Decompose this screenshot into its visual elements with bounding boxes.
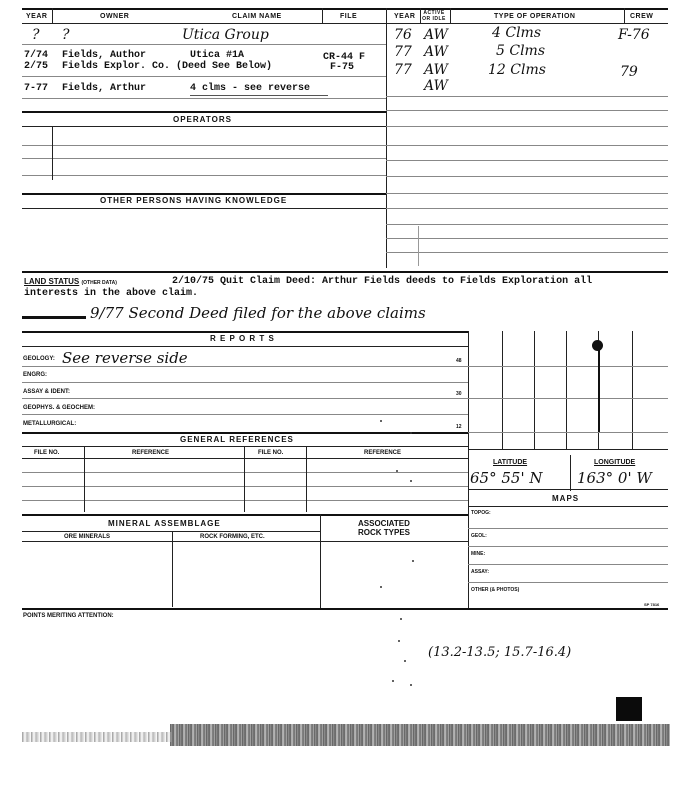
- op-row-2-year: 77: [394, 62, 412, 78]
- header-owner: OWNER: [100, 13, 130, 20]
- owner-row-3-year: 7-77: [24, 83, 49, 94]
- scan-noise-band-left: [22, 732, 172, 742]
- owner-row-0-claim: Utica Group: [182, 27, 269, 43]
- owner-row-0-owner: ?: [62, 27, 70, 43]
- owner-row-0-year: ?: [32, 27, 40, 43]
- land-status-label: [24, 277, 117, 286]
- owner-row-1-file: CR-44 F: [323, 52, 366, 63]
- op-row-0-status: AW: [424, 27, 448, 43]
- owner-row-2-owner: Fields Explor. Co. (Deed See Below): [62, 61, 273, 72]
- op-row-1-year: 77: [394, 44, 412, 60]
- engrg-label: ENGRG:: [23, 372, 47, 378]
- assay-label: ASSAY & IDENT:: [23, 389, 71, 395]
- op-row-2-status: AW: [424, 62, 448, 78]
- black-square-mark: [616, 697, 642, 721]
- owner-row-1-claim: Utica #1A: [190, 50, 245, 61]
- metallurgical-label: METALLURGICAL:: [23, 421, 77, 427]
- geol-label: GEOL:: [471, 533, 487, 539]
- associated-label: ASSOCIATED: [358, 519, 410, 528]
- owner-row-3-claim: 4 clms - see reverse: [190, 83, 311, 94]
- other-photos-label: OTHER (& PHOTOS): [471, 587, 520, 593]
- ref-file-no: FILE NO.: [34, 450, 60, 456]
- op-row-0-type: 4 Clms: [492, 25, 542, 41]
- points-label: POINTS MERITING ATTENTION:: [23, 613, 114, 619]
- op-row-0-crew: F-76: [618, 27, 650, 43]
- ref-reference: REFERENCE: [132, 450, 170, 456]
- maps-label: MAPS: [552, 494, 580, 503]
- op-row-2-type: 12 Clms: [488, 62, 546, 78]
- owner-row-1-year: 7/74: [24, 50, 49, 61]
- num-12: 12: [456, 424, 462, 430]
- rock-types-label: ROCK TYPES: [358, 528, 411, 537]
- num-48: 48: [456, 358, 462, 364]
- mine-label: MINE:: [471, 551, 486, 557]
- ref-reference-2: REFERENCE: [364, 450, 402, 456]
- header-crew: CREW: [630, 13, 654, 20]
- land-status-sublabel: (OTHER DATA): [81, 280, 117, 286]
- assay-map-label: ASSAY:: [471, 569, 490, 575]
- op-row-1-type: 5 Clms: [496, 43, 546, 59]
- reports-title: R E P O R T S: [210, 334, 275, 343]
- points-handwritten: (13.2-13.5; 15.7-16.4): [428, 645, 572, 660]
- header-type-of-operation: TYPE OF OPERATION: [494, 13, 576, 20]
- owner-row-2-year: 2/75: [24, 61, 49, 72]
- latitude-label: LATITUDE: [493, 459, 528, 466]
- topog-label: TOPOG:: [471, 510, 491, 516]
- land-status-line1: 2/10/75 Quit Claim Deed: Arthur Fields deeds to Fields Exploration all: [172, 276, 593, 287]
- form-number: SP 7816: [644, 602, 660, 607]
- general-references-title: GENERAL REFERENCES: [180, 435, 294, 444]
- header-year: YEAR: [26, 13, 48, 20]
- header-year-2: YEAR: [394, 13, 416, 20]
- land-status-word: LAND STATUS: [24, 277, 80, 286]
- mineral-assemblage-title: MINERAL ASSEMBLAGE: [108, 519, 221, 528]
- header-claim-name: CLAIM NAME: [232, 13, 282, 20]
- owner-row-2-file: F-75: [330, 62, 355, 73]
- operators-title: OPERATORS: [173, 115, 232, 124]
- longitude-value: 163° 0' W: [577, 469, 652, 487]
- longitude-label: LONGITUDE: [594, 459, 636, 466]
- geology-label: GEOLOGY:: [23, 356, 55, 362]
- owner-row-1-owner: Fields, Author: [62, 50, 147, 61]
- ref-file-no-2: FILE NO.: [258, 450, 284, 456]
- latitude-value: 65° 55' N: [470, 469, 543, 487]
- op-row-1-status: AW: [424, 44, 448, 60]
- knowledge-title: OTHER PERSONS HAVING KNOWLEDGE: [100, 196, 288, 205]
- header-file: FILE: [340, 13, 358, 20]
- op-row-0-year: 76: [394, 27, 412, 43]
- land-status-line2: interests in the above claim.: [24, 288, 199, 299]
- rock-forming-label: ROCK FORMING, ETC.: [200, 534, 265, 540]
- ore-minerals-label: ORE MINERALS: [64, 534, 111, 540]
- header-active-or-idle: ACTIVE OR IDLE: [422, 10, 446, 22]
- scan-noise-band: [170, 724, 670, 746]
- land-status-handwritten: 9/77 Second Deed filed for the above claims: [90, 304, 426, 322]
- owner-row-3-owner: Fields, Arthur: [62, 83, 147, 94]
- location-marker-icon: [592, 340, 603, 351]
- geophys-label: GEOPHYS. & GEOCHEM:: [23, 405, 96, 411]
- num-30: 30: [456, 391, 462, 397]
- op-row-3-status: AW: [424, 78, 448, 94]
- op-row-2-crew: 79: [620, 64, 638, 80]
- geology-value: See reverse side: [62, 349, 188, 367]
